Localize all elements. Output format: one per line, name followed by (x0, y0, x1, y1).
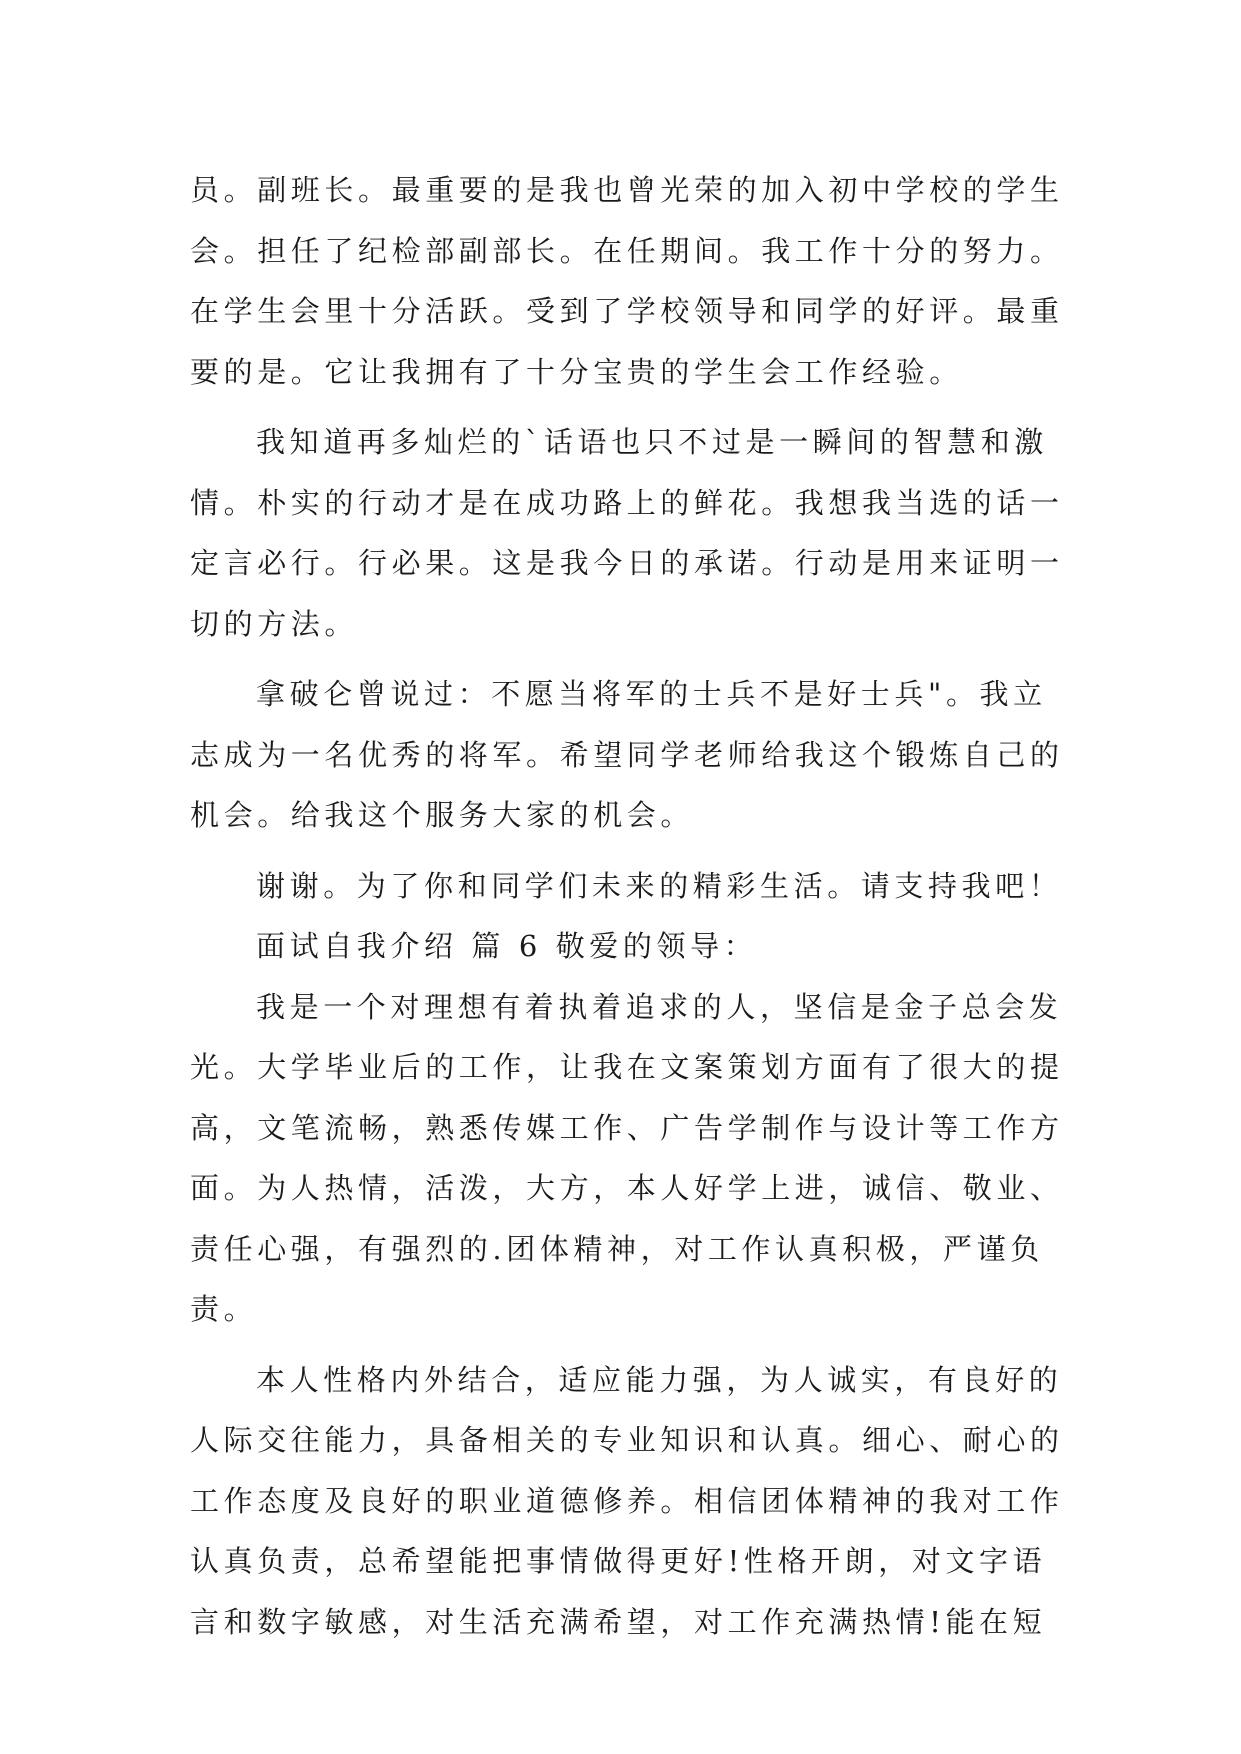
text-line: 志成为一名优秀的将军。希望同学老师给我这个锻炼自己的 (190, 737, 1064, 772)
paragraph (190, 1350, 1070, 1653)
text-line: 高，文笔流畅，熟悉传媒工作、广告学制作与设计等工作方 (190, 1110, 1064, 1145)
text-line: 面。为人热情，活泼，大方，本人好学上进，诚信、敬业、 (190, 1171, 1064, 1205)
text-line: 切的方法。 (190, 606, 359, 641)
text-line: 本人性格内外结合，适应能力强，为人诚实，有良好的 (256, 1362, 1063, 1397)
section-heading (190, 916, 1070, 977)
text-line: 我知道再多灿烂的`话语也只不过是一瞬间的智慧和激 (256, 425, 1048, 459)
paragraph (190, 160, 1070, 402)
document-body (190, 160, 1070, 1652)
paragraph (190, 977, 1070, 1340)
paragraph (190, 856, 1070, 917)
text-line: 言和数字敏感，对生活充满希望，对工作充满热情!能在短 (190, 1604, 1047, 1639)
text-line: 定言必行。行必果。这是我今日的承诺。行动是用来证明一 (190, 546, 1064, 580)
text-line: 情。朴实的行动才是在成功路上的鲜花。我想我当选的话一 (190, 485, 1064, 520)
text-line: 人际交往能力，具备相关的专业知识和认真。细心、耐心的 (190, 1423, 1064, 1457)
text-line: 员。副班长。最重要的是我也曾光荣的加入初中学校的学生 (190, 173, 1064, 207)
text-line: 我是一个对理想有着执着追求的人，坚信是金子总会发 (256, 989, 1063, 1024)
paragraph (190, 664, 1070, 846)
text-line: 责任心强，有强烈的.团体精神，对工作认真积极，严谨负 (190, 1231, 1044, 1266)
text-line: 要的是。它让我拥有了十分宝贵的学生会工作经验。 (190, 354, 963, 389)
text-line: 在学生会里十分活跃。受到了学校领导和同学的好评。最重 (190, 294, 1064, 328)
text-line: 光。大学毕业后的工作，让我在文案策划方面有了很大的提 (190, 1050, 1064, 1084)
text-line: 责。 (190, 1292, 258, 1326)
paragraph (190, 412, 1070, 654)
text-line: 认真负责，总希望能把事情做得更好!性格开朗，对文字语 (190, 1544, 1047, 1578)
text-line: 面试自我介绍 篇 6 敬爱的领导： (256, 929, 758, 963)
text-line: 机会。给我这个服务大家的机会。 (190, 798, 695, 832)
text-line: 工作态度及良好的职业道德修养。相信团体精神的我对工作 (190, 1483, 1064, 1518)
text-line: 拿破仑曾说过：不愿当将军的士兵不是好士兵"。我立 (256, 677, 1047, 711)
text-line: 会。担任了纪检部副部长。在任期间。我工作十分的努力。 (190, 233, 1064, 268)
text-line: 谢谢。为了你和同学们未来的精彩生活。请支持我吧！ (256, 868, 1063, 903)
